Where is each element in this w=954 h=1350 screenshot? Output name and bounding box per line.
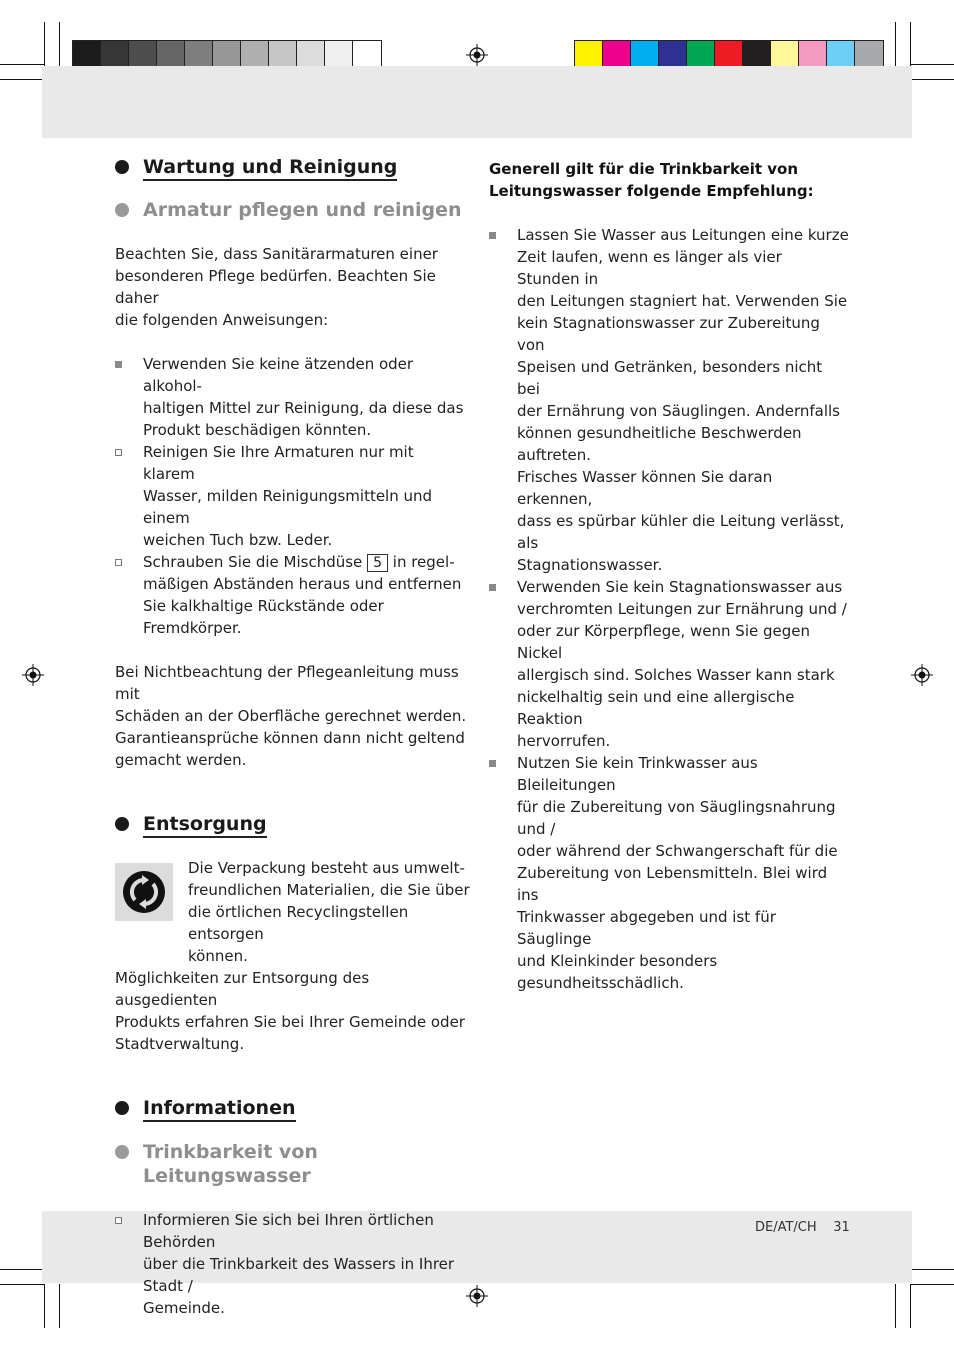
care-list [115, 353, 470, 639]
gray-swatch [185, 41, 213, 67]
header-band [42, 66, 912, 138]
registration-mark-icon [911, 664, 933, 686]
intro-paragraph: Beachten Sie, dass Sanitärarmaturen einer besonderen Pflege bedürfen. Beachten Sie daher die folgenden Anweisungen: [115, 245, 438, 329]
recommendation-list [489, 224, 849, 994]
color-swatch [659, 41, 687, 67]
square-bullet-icon [115, 361, 122, 368]
square-bullet-icon [489, 760, 496, 767]
gray-swatch [101, 41, 129, 67]
gray-swatch [241, 41, 269, 67]
recommendation-lead: Generell gilt für die Trinkbarkeit von Leitungswasser folgende Empfehlung: [489, 160, 814, 200]
color-swatch [743, 41, 771, 67]
color-swatch [603, 41, 631, 67]
gray-swatch [325, 41, 353, 67]
color-swatch [687, 41, 715, 67]
square-bullet-icon [489, 232, 496, 239]
recycling-symbol-icon [115, 863, 173, 921]
part-number-badge: 5 [367, 554, 388, 572]
color-swatch [799, 41, 827, 67]
list-item: Reinigen Sie Ihre Armaturen nur mit klarem Wasser, milden Reinigungsmitteln und einem weichen Tuch bzw. Leder. [115, 441, 470, 551]
heading-armatur: Armatur pflegen und reinigen [115, 198, 470, 222]
gray-swatch [129, 41, 157, 67]
checkbox-bullet-icon [115, 559, 122, 566]
gray-swatch [157, 41, 185, 67]
heading-entsorgung: Entsorgung [115, 812, 470, 836]
list-item: Verwenden Sie kein Stagnationswasser aus verchromten Leitungen zur Ernährung und / oder zur Körperpflege, wenn Sie gegen Nickel allergisch sind. Solches Wasser kann stark nickelhaltig sein und eine allergische Reaktion hervorrufen. [489, 576, 849, 752]
list-item: Schrauben Sie die Mischdüse 5 in regel- mäßigen Abständen heraus und entfernen Sie kalkhaltige Rückstände oder Fremdkörper. [115, 551, 470, 639]
page-footer [755, 1220, 850, 1235]
checkbox-bullet-icon [115, 1217, 122, 1224]
checkbox-bullet-icon [115, 449, 122, 456]
left-column [115, 155, 470, 1319]
list-item: Lassen Sie Wasser aus Leitungen eine kurze Zeit laufen, wenn es länger als vier Stunden in den Leitungen stagniert hat. Verwenden Sie kein Stagnationswasser zur Zubereitung von Speisen und Getränken, besonders nicht bei der Ernährung von Säuglingen. Andernfalls können gesundheitliche Beschwerden auftreten. Frisches Wasser können Sie daran erkennen, dass es spürbar kühler die Leitung verlässt, als Stagnationswasser. [489, 224, 849, 576]
language-code: DE/AT/CH [755, 1220, 817, 1235]
gray-swatch [297, 41, 325, 67]
registration-mark-icon [22, 664, 44, 686]
registration-mark-icon [466, 44, 488, 66]
right-column [489, 158, 849, 994]
color-swatch [715, 41, 743, 67]
packaging-block [115, 857, 470, 965]
grayscale-color-bar [72, 40, 382, 68]
list-item: Nutzen Sie kein Trinkwasser aus Bleileitungen für die Zubereitung von Säuglingsnahrung und / oder während der Schwangerschaft für die Zubereitung von Lebensmitteln. Blei wird ins Trinkwasser abgegeben und ist für Säuglinge und Kleinkinder besonders gesundheitsschädlich. [489, 752, 849, 994]
warning-paragraph: Bei Nichtbeachtung der Pflegeanleitung muss mit Schäden an der Oberfläche gerechnet werden. Garantieansprüche können dann nicht geltend gemacht werden. [115, 663, 467, 769]
gray-swatch [353, 41, 381, 67]
list-item: Verwenden Sie keine ätzenden oder alkohol- haltigen Mittel zur Reinigung, da diese das Produkt beschädigen könnten. [115, 353, 470, 441]
gray-swatch [213, 41, 241, 67]
color-swatch [827, 41, 855, 67]
list-item: Informieren Sie sich bei Ihren örtlichen Behörden über die Trinkbarkeit des Wassers in Ihrer Stadt / Gemeinde. [115, 1209, 470, 1319]
color-swatch [771, 41, 799, 67]
gray-swatch [73, 41, 101, 67]
packaging-text: Die Verpackung besteht aus umwelt- freundlichen Materialien, die Sie über die örtlichen Recyclingstellen entsorgen können. [188, 859, 470, 965]
process-color-bar [574, 40, 884, 68]
color-swatch [631, 41, 659, 67]
heading-wartung: Wartung und Reinigung [115, 155, 470, 179]
color-swatch [855, 41, 883, 67]
color-swatch [575, 41, 603, 67]
heading-informationen: Informationen [115, 1096, 470, 1120]
gray-swatch [269, 41, 297, 67]
square-bullet-icon [489, 584, 496, 591]
disposal-paragraph: Möglichkeiten zur Entsorgung des ausgedienten Produkts erfahren Sie bei Ihrer Gemeinde oder Stadtverwaltung. [115, 969, 465, 1053]
page-number: 31 [833, 1220, 850, 1235]
heading-trinkbarkeit: Trinkbarkeit von Leitungswasser [115, 1140, 470, 1188]
